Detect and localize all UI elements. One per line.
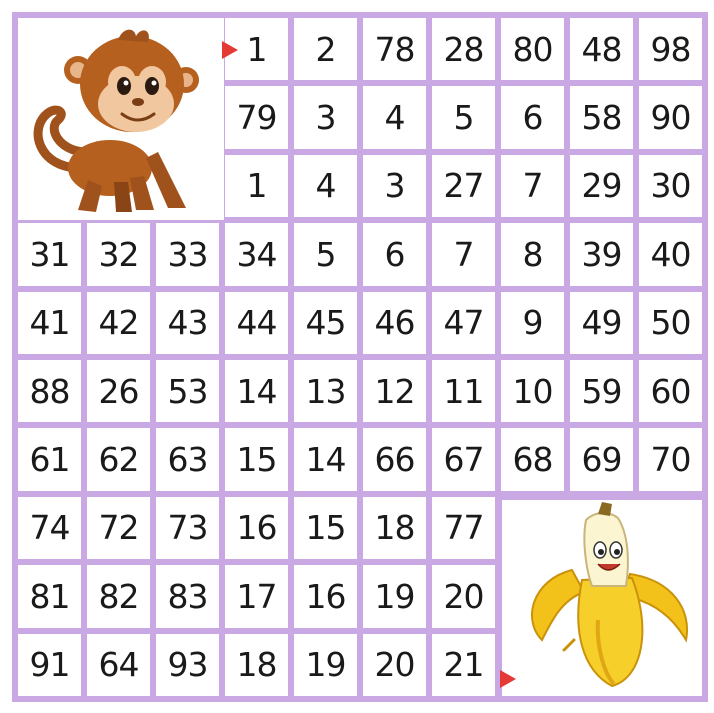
maze-cell[interactable]: 93: [156, 634, 219, 696]
maze-cell[interactable]: 78: [363, 18, 426, 80]
maze-cell[interactable]: 18: [363, 497, 426, 559]
maze-cell[interactable]: 12: [363, 360, 426, 422]
maze-cell[interactable]: 77: [432, 497, 495, 559]
maze-cell[interactable]: 68: [501, 428, 564, 490]
maze-cell[interactable]: 81: [18, 565, 81, 627]
maze-cell[interactable]: 67: [432, 428, 495, 490]
maze-cell[interactable]: 28: [432, 18, 495, 80]
maze-cell[interactable]: 43: [156, 292, 219, 354]
maze-cell[interactable]: 16: [294, 565, 357, 627]
maze-cell[interactable]: 62: [87, 428, 150, 490]
maze-cell[interactable]: 44: [225, 292, 288, 354]
maze-cell[interactable]: 48: [570, 18, 633, 80]
maze-cell[interactable]: 5: [294, 223, 357, 285]
maze-cell[interactable]: 19: [363, 565, 426, 627]
maze-cell[interactable]: 7: [501, 155, 564, 217]
maze-cell[interactable]: 79: [225, 86, 288, 148]
maze-cell[interactable]: 10: [501, 360, 564, 422]
maze-cell[interactable]: 61: [18, 428, 81, 490]
maze-cell[interactable]: 16: [225, 497, 288, 559]
maze-cell[interactable]: 3: [363, 155, 426, 217]
maze-cell[interactable]: 18: [225, 634, 288, 696]
maze-cell[interactable]: 39: [570, 223, 633, 285]
maze-cell[interactable]: 90: [639, 86, 702, 148]
maze-cell[interactable]: 33: [156, 223, 219, 285]
maze-cell[interactable]: 59: [570, 360, 633, 422]
maze-cell[interactable]: 11: [432, 360, 495, 422]
maze-cell[interactable]: 8: [501, 223, 564, 285]
maze-cell[interactable]: 29: [570, 155, 633, 217]
maze-cell[interactable]: 91: [18, 634, 81, 696]
finish-arrow-icon: [500, 670, 516, 688]
maze-cell[interactable]: 40: [639, 223, 702, 285]
maze-cell[interactable]: 15: [225, 428, 288, 490]
maze-cell[interactable]: 4: [294, 155, 357, 217]
maze-cell[interactable]: 31: [18, 223, 81, 285]
maze-cell[interactable]: 69: [570, 428, 633, 490]
maze-cell[interactable]: 42: [87, 292, 150, 354]
maze-cell[interactable]: 19: [294, 634, 357, 696]
maze-cell[interactable]: 88: [18, 360, 81, 422]
maze-cell[interactable]: 20: [363, 634, 426, 696]
maze-cell[interactable]: 30: [639, 155, 702, 217]
maze-cell[interactable]: 13: [294, 360, 357, 422]
maze-cell[interactable]: 14: [294, 428, 357, 490]
maze-cell[interactable]: 26: [87, 360, 150, 422]
maze-cell[interactable]: 2: [294, 18, 357, 80]
maze-cell[interactable]: 49: [570, 292, 633, 354]
banana-finish-picture: [502, 500, 702, 696]
maze-cell[interactable]: 82: [87, 565, 150, 627]
maze-cell[interactable]: 3: [294, 86, 357, 148]
maze-cell[interactable]: 9: [501, 292, 564, 354]
maze-cell[interactable]: 4: [363, 86, 426, 148]
maze-cell[interactable]: 20: [432, 565, 495, 627]
banana-icon: [502, 500, 702, 696]
maze-cell[interactable]: 72: [87, 497, 150, 559]
maze-cell[interactable]: 34: [225, 223, 288, 285]
maze-cell[interactable]: 60: [639, 360, 702, 422]
maze-cell[interactable]: 58: [570, 86, 633, 148]
maze-cell[interactable]: 50: [639, 292, 702, 354]
maze-cell[interactable]: 73: [156, 497, 219, 559]
maze-cell[interactable]: 70: [639, 428, 702, 490]
monkey-start-picture: [18, 18, 224, 220]
maze-cell[interactable]: 74: [18, 497, 81, 559]
start-arrow-icon: [222, 41, 238, 59]
maze-cell[interactable]: 41: [18, 292, 81, 354]
maze-cell[interactable]: 83: [156, 565, 219, 627]
maze-cell[interactable]: 53: [156, 360, 219, 422]
maze-cell[interactable]: 63: [156, 428, 219, 490]
maze-cell[interactable]: 1: [225, 155, 288, 217]
maze-cell[interactable]: 98: [639, 18, 702, 80]
maze-cell[interactable]: 80: [501, 18, 564, 80]
maze-cell[interactable]: 14: [225, 360, 288, 422]
maze-cell[interactable]: 45: [294, 292, 357, 354]
maze-cell[interactable]: 66: [363, 428, 426, 490]
maze-cell[interactable]: 47: [432, 292, 495, 354]
maze-cell[interactable]: 17: [225, 565, 288, 627]
maze-cell[interactable]: 32: [87, 223, 150, 285]
monkey-icon: [18, 18, 224, 220]
maze-cell[interactable]: 6: [501, 86, 564, 148]
maze-cell[interactable]: 21: [432, 634, 495, 696]
maze-cell[interactable]: 5: [432, 86, 495, 148]
maze-cell[interactable]: 6: [363, 223, 426, 285]
maze-cell[interactable]: 46: [363, 292, 426, 354]
maze-cell[interactable]: 27: [432, 155, 495, 217]
maze-cell[interactable]: 7: [432, 223, 495, 285]
maze-cell[interactable]: 64: [87, 634, 150, 696]
maze-cell[interactable]: 1: [225, 18, 288, 80]
number-maze-board: [12, 12, 708, 702]
maze-cell[interactable]: 15: [294, 497, 357, 559]
